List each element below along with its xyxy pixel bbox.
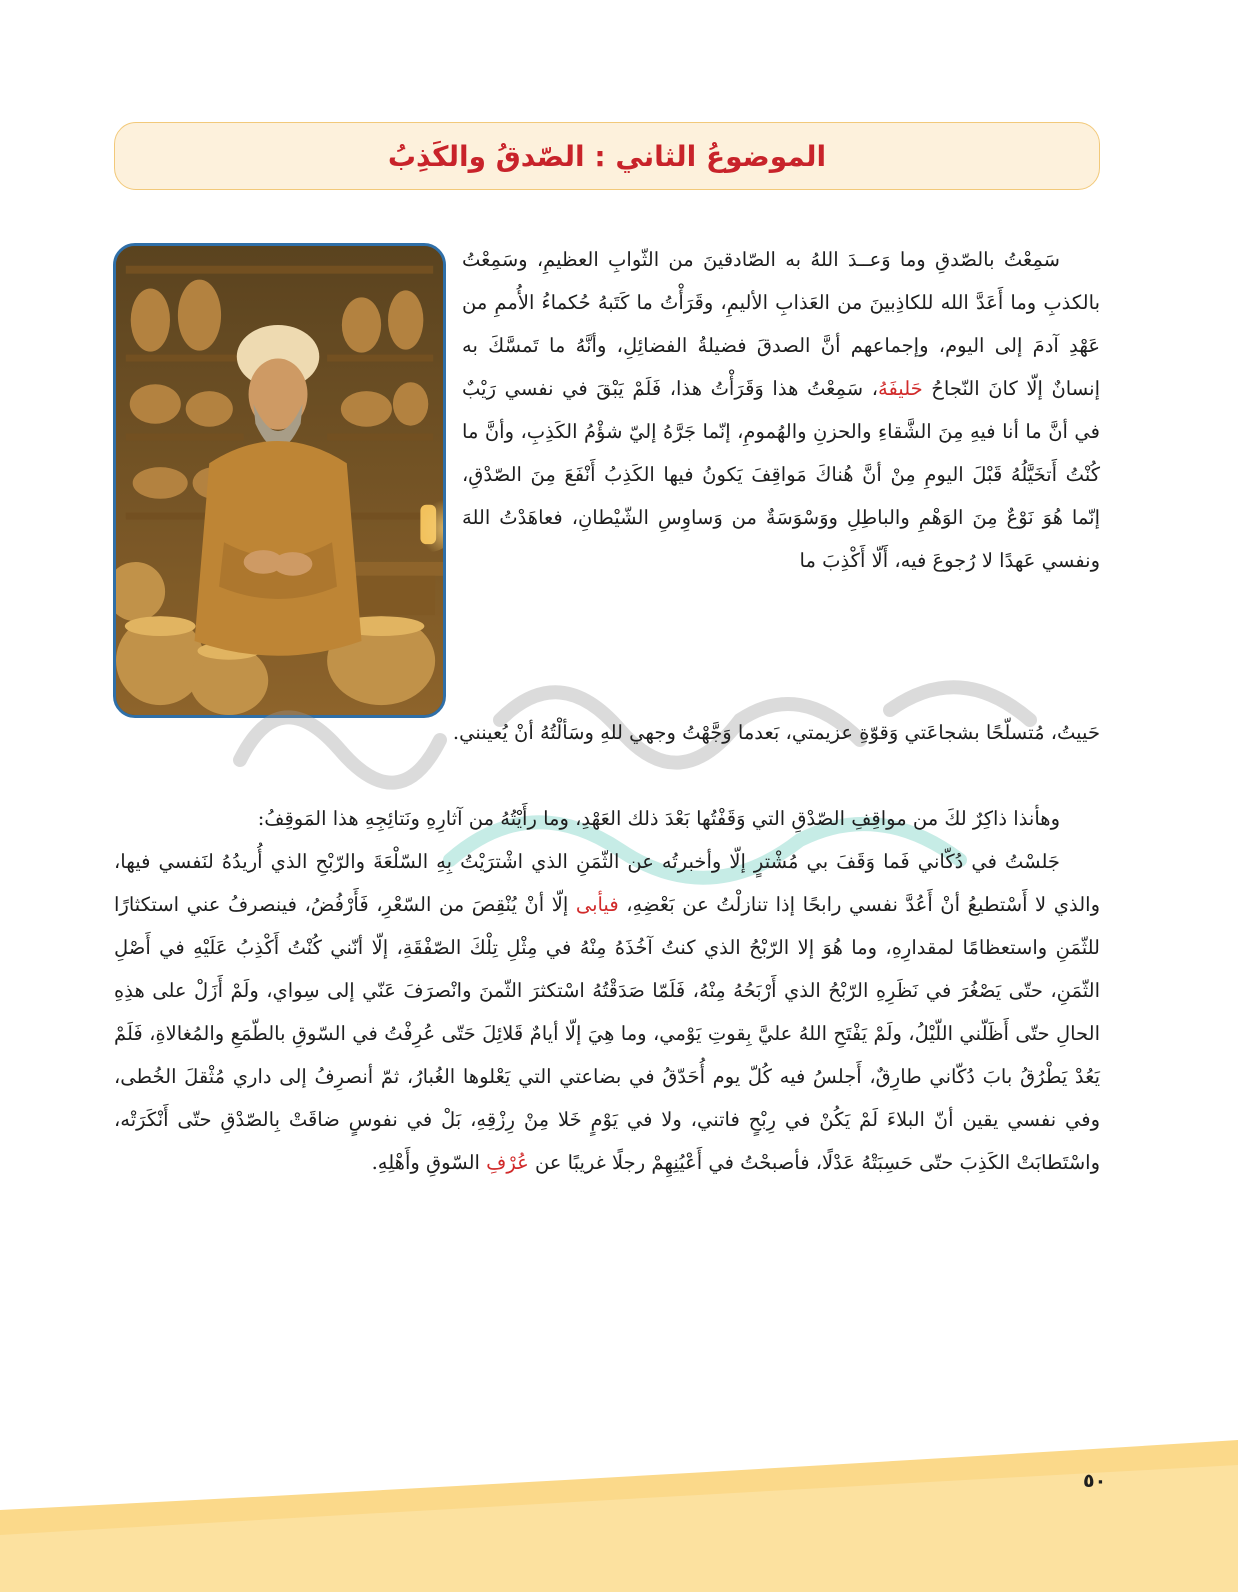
illustration-drawing: [116, 246, 443, 715]
highlight-word-custom: عُرْفِ: [486, 1151, 529, 1174]
paragraph-intro-text-1: سَمِعْتُ بالصّدقِ وما وَعــدَ اللهُ به الصّادقينَ من الثّوابِ العظيمِ، وسَمِعْتُ بالكذبِ وما أَعَدَّ الله للكاذِبينَ من العَذابِ الأليمِ، وقَرَأْتُ ما كَتَبهُ حُكماءُ الأُممِ من عَهْدِ آدمَ إلى اليوم، وإجماعهم أنَّ الصدقَ فضيلةُ الفضائِلِ، وأنَّهُ ما تَمسَّكَ به إنسانٌ إلّا كانَ النّجاحُ: [462, 248, 1100, 400]
paragraph-intro-text-3: حَييتُ، مُتسلّحًا بشجاعَتي وَقوّةِ عزيمتي، بَعدما وَجَّهْتُ وجهي للهِ وسَألْتُهُ أنْ يُعينني.: [452, 721, 1100, 744]
paragraph-story-text-2: إلّا أنْ يُنْقِصَ من السّعْرِ، فَأَرْفُضُ، فينصرفُ عني استكثارًا للثّمَنِ واستعظامًا لمقدارِهِ، وما هُوَ إلا الرّبْحُ الذي كنتُ آخُذَهُ مِنْهُ في مِثْلِ تِلْكَ الصّفْقَةِ، إلّا أنّني كُنْتُ أَكْذِبُ عَلَيْهِ في أَصْلِ الثّمَنِ، حتّى يَصْغُرَ في نَظَرِهِ الرّبْحُ الذي أَرْبَحُهُ مِنْهُ، فَلَمّا صَدَقْتُهُ اسْتكثرَ الثّمنَ وانْصرَفَ عَنّي إلى سِواي، ولَمْ أَزَلْ على هذِهِ الحالِ حتّى أَظَلّني اللّيْلُ، ولَمْ يَفْتَحِ اللهُ عليَّ بِقوتِ يَوْمي، وما هِيَ إلّا أيامٌ قَلائِلَ حَتّى عُرِفْتُ في السّوقِ بالطّمَعِ والمُغالاةِ، فَلَمْ يَعُدْ يَطْرُقُ بابَ دُكّاني طارِقٌ، أَجلسُ فيه كُلّ يوم أُحَدّقُ في بضاعتي التي يَعْلوها الغُبارُ، ثمّ أنصرِفُ إلى داري مُثْقلَ الخُطى، وفي نفسي يقين أنّ البلاءَ لَمْ يَكُنْ في رِبْحٍ فاتني، ولا في يَوْمٍ خَلا مِنْ رِزْقِهِ، بَلْ في نفوسٍ ضاقَتْ بِالصّدْقِ حتّى أَنْكَرَتْه، واسْتَطابَتْ الكَذِبَ حتّى حَسِبَتْهُ عَدْلًا، فأصبحْتُ في أَعْيُنِهِمْ رجلًا غريبًا عن: [114, 893, 1100, 1174]
paragraph-transition-text: وهأنذا ذاكِرٌ لكَ من مواقِفِ الصّدْقِ التي وَقَفْتُها بَعْدَ ذلك العَهْدِ، وما رأَيْتُهُ من آثارِهِ ونَتائِجِهِ هذا المَوقِفُ:: [257, 807, 1060, 830]
old-merchant-shop-illustration: [113, 243, 446, 718]
page-title: الموضوعُ الثاني : الصّدقُ والكَذِبُ: [387, 139, 827, 173]
highlight-word-ally: حَليفَهُ: [877, 377, 923, 400]
page-number: ٥٠: [1083, 1470, 1107, 1492]
topic-title-banner: [114, 122, 1100, 190]
paragraph-story: [114, 840, 1100, 1184]
paragraph-transition: [114, 797, 1100, 840]
highlight-word-refuse: فيأبى: [575, 893, 619, 916]
paragraph-story-text-3: السّوقِ وأَهْلِهِ.: [371, 1151, 487, 1174]
footer-wave-decoration: [0, 1440, 1238, 1592]
paragraph-intro: [462, 238, 1100, 582]
paragraph-intro-text-2: ، سَمِعْتُ هذا وَقَرَأْتُ هذا، فَلَمْ يَبْقَ في نفسي رَيْبٌ في أنَّ ما أنا فيهِ مِنَ الشَّقاءِ والحزنِ والهُمومِ، إنّما جَرَّهُ إليّ شؤْمُ الكَذِبِ، وأنَّ ما كُنْتُ أَتخَيَّلُهُ قَبْلَ اليومِ مِنْ أنَّ هُناكَ مَواقِفَ يَكونُ فيها الكَذِبُ أَنْفَعَ مِنَ الصّدْقِ، إنّما هُوَ نَوْعٌ مِنَ الوَهْمِ والباطِلِ ووَسْوَسَةٌ من وَساوِسِ الشّيْطانِ، فعاهَدْتُ اللهَ ونفسي عَهدًا لا رُجوعَ فيه، أَلّا أَكْذِبَ ما: [462, 377, 1100, 572]
paragraph-intro-ending: [114, 711, 1100, 754]
paragraph-story-text-1: جَلسْتُ في دُكّاني فَما وَقَفَ بي مُشْترٍ إلّا وأخبرتُه عن الثّمَنِ الذي اشْترَيْتُ بِهِ السّلْعَةَ والرّبْحِ الذي أُريدُهُ لنَفسي فيها، والذي لا أَسْتطيعُ أنْ أَعُدَّ نفسي رابحًا إذا تنازلْتُ عن بَعْضِهِ،: [114, 850, 1100, 916]
